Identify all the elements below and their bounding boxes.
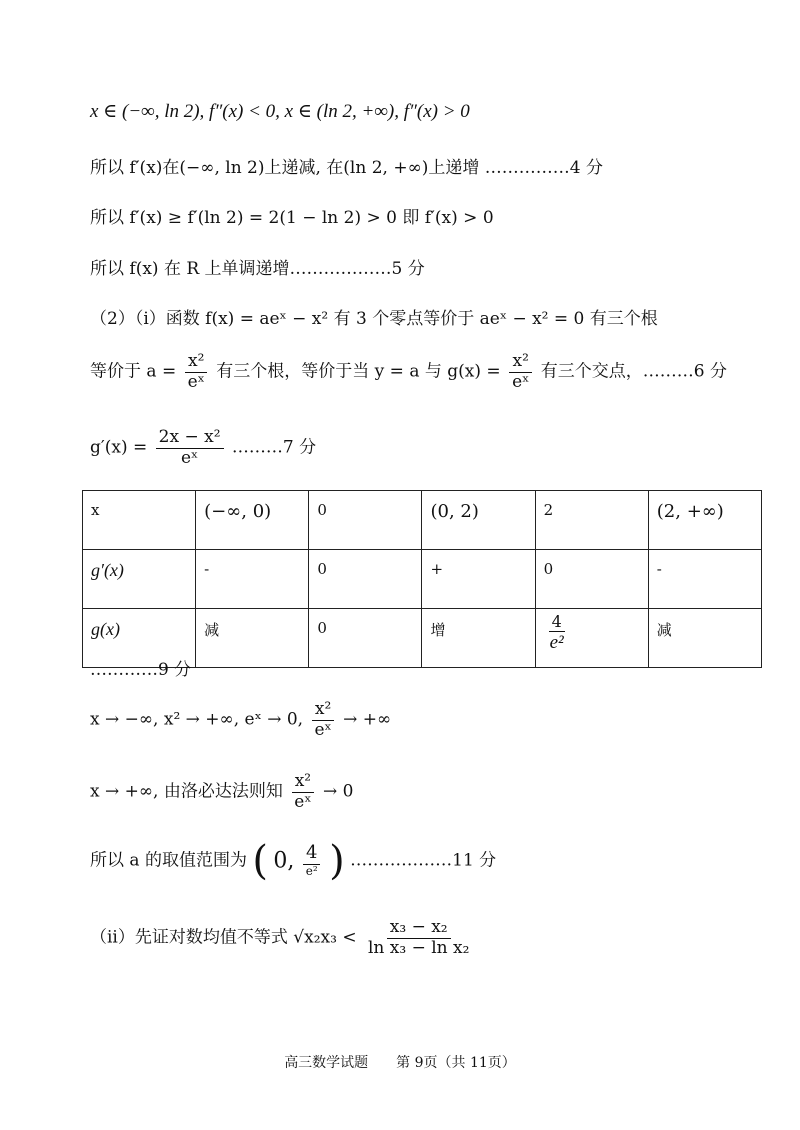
paren-close: ) [329, 838, 345, 884]
denominator: ln x₃ − ln x₂ [367, 937, 470, 958]
text-line-2: 所以 f′(x)在(−∞, ln 2)上递减, 在(ln 2, +∞)上递增 ……………4 分 [90, 158, 604, 178]
text-line-6 [90, 352, 727, 392]
table-cell: 2 [535, 491, 648, 550]
text-line-1 [90, 100, 470, 123]
fraction-x2-over-ex [185, 352, 208, 392]
table-cell: 0 [535, 550, 648, 609]
text-line-9 [90, 700, 391, 740]
denominator: eˣ [294, 791, 312, 812]
table-cell: (0, 2) [422, 491, 535, 550]
text-segment: x → −∞, x² → +∞, eˣ → 0, [90, 709, 304, 730]
fraction-four-over-e2 [303, 843, 321, 878]
text-segment: 有三个交点，………6 分 [540, 361, 727, 382]
paren-open: ( [252, 838, 268, 884]
denominator: eˣ [187, 371, 205, 392]
text-line-3: 所以 f′(x) ≥ f′(ln 2) = 2(1 − ln 2) > 0 即 f′(x) > 0 [90, 208, 494, 228]
table-cell: (2, +∞) [648, 491, 761, 550]
fraction-x2-over-ex [311, 700, 334, 740]
text-segment: （ii）先证对数均值不等式 [90, 927, 288, 948]
denominator: eˣ [180, 447, 199, 468]
numerator: x₃ − x₂ [387, 918, 451, 939]
table-row [83, 550, 762, 609]
table-cell: 0 [309, 609, 422, 668]
numerator: 4 [303, 843, 320, 865]
text-line-8: …………9 分 [90, 660, 192, 680]
table-cell: x [83, 491, 196, 550]
table-cell: 减 [648, 609, 761, 668]
table-cell: - [648, 550, 761, 609]
denominator: eˣ [314, 719, 332, 740]
numerator: x² [292, 772, 314, 793]
text-line-4: 所以 f(x) 在 R 上单调递增………………5 分 [90, 259, 425, 279]
text-segment: g′(x) = [90, 437, 148, 458]
table-cell: 增 [422, 609, 535, 668]
denominator: e² [305, 863, 318, 878]
fraction-x2-over-ex [291, 772, 314, 812]
text-segment: → +∞ [343, 709, 392, 730]
numerator: x² [312, 700, 334, 721]
text-segment: 所以 a 的取值范围为 [90, 850, 247, 871]
table-cell: g(x) [83, 609, 196, 668]
denominator: eˣ [512, 371, 530, 392]
table-cell: 减 [196, 609, 309, 668]
formula: x ∈ (−∞, ln 2), f″(x) < 0, x ∈ (ln 2, +∞), f″(x) > 0 [90, 101, 470, 122]
text-line-10 [90, 772, 353, 812]
table-cell: 0 [309, 550, 422, 609]
text-segment: 等价于 a = [90, 361, 177, 382]
fraction-peak [547, 613, 567, 654]
fraction-logmean [365, 918, 472, 958]
table-cell: + [422, 550, 535, 609]
table-cell: (−∞, 0) [196, 491, 309, 550]
numerator: x² [185, 352, 207, 373]
denominator: e² [549, 632, 564, 654]
fraction-gprime [156, 428, 224, 468]
text-line-12 [90, 918, 475, 958]
fraction-x2-over-ex [509, 352, 532, 392]
text-segment: x → +∞, 由洛必达法则知 [90, 781, 283, 802]
text-segment: 有三个根，等价于当 y = a 与 g(x) = [216, 361, 501, 382]
numerator: 4 [549, 613, 565, 632]
text-segment: → 0 [322, 781, 354, 802]
text-segment: ………7 分 [231, 437, 317, 458]
text-line-7 [90, 428, 316, 468]
text-segment: ………………11 分 [350, 850, 497, 871]
text-line-11 [90, 838, 496, 884]
table-cell: - [196, 550, 309, 609]
numerator: 2x − x² [156, 428, 224, 449]
table-cell: g′(x) [83, 550, 196, 609]
page-footer: 高三数学试题 第 9页（共 11页） [284, 1055, 516, 1071]
text-segment: √x₂x₃ < [293, 927, 357, 948]
table-cell [535, 609, 648, 668]
numerator: x² [509, 352, 531, 373]
sign-table [82, 490, 762, 668]
table-row [83, 491, 762, 550]
text-line-5: （2）（i）函数 f(x) = aeˣ − x² 有 3 个零点等价于 aeˣ − x² = 0 有三个根 [90, 309, 658, 329]
text-segment: 0, [273, 848, 295, 874]
table-cell: 0 [309, 491, 422, 550]
